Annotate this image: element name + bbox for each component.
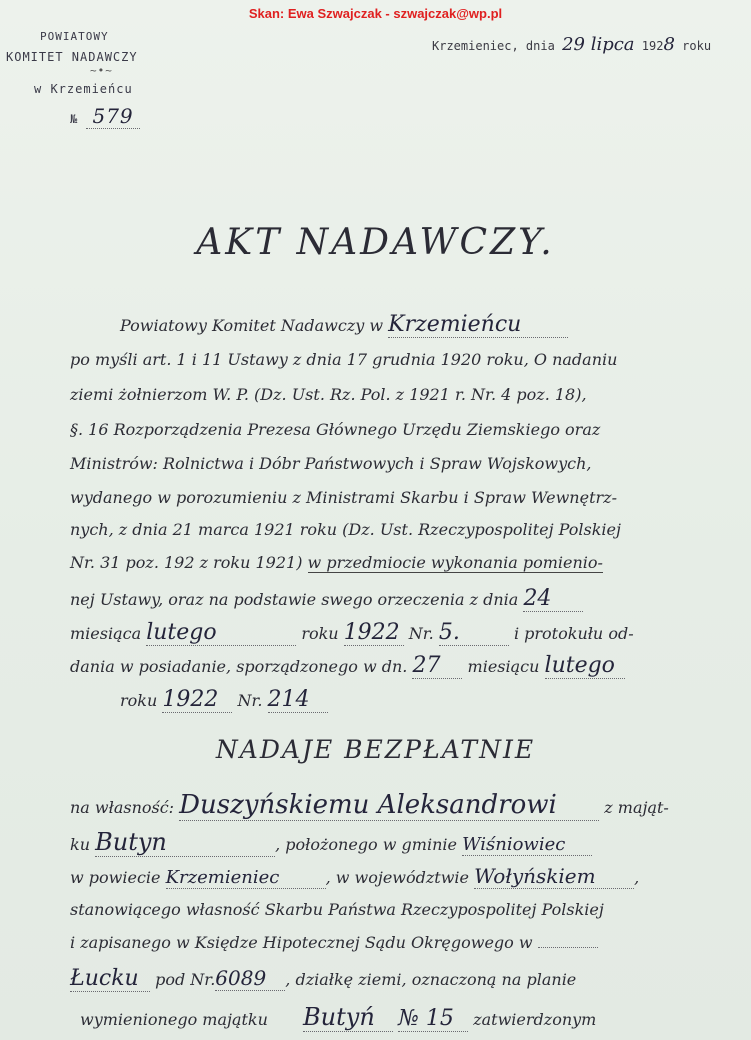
p2-l5-blank bbox=[538, 947, 598, 948]
p2-l7-post: zatwierdzonym bbox=[473, 1010, 597, 1029]
p2-line-4: stanowiącego własność Skarbu Państwa Rzeczypospolitej Polskiej bbox=[70, 900, 604, 919]
p1-l9-pre: nej Ustawy, oraz na podstawie swego orzeczenia z dnia bbox=[70, 590, 519, 609]
p2-line-3 bbox=[70, 864, 639, 889]
p2-l3-end: , bbox=[634, 868, 640, 887]
p2-l6-post: , działkę ziemi, oznaczoną na planie bbox=[285, 970, 577, 989]
p1-l10-month: lutego bbox=[146, 620, 296, 646]
p2-l7-pre: wymienionego majątku bbox=[80, 1010, 268, 1029]
p2-l6-num: 6089 bbox=[215, 966, 285, 991]
dateline-year-prefix: 192 bbox=[641, 39, 664, 53]
p2-line-5 bbox=[70, 933, 598, 952]
p1-line-11 bbox=[70, 653, 625, 679]
p1-l12-year: 1922 bbox=[162, 687, 232, 713]
p1-line-1 bbox=[120, 312, 568, 338]
p1-line-2: po myśli art. 1 i 11 Ustawy z dnia 17 grudnia 1920 roku, O nadaniu bbox=[70, 350, 618, 369]
p2-l1-pre: na własność: bbox=[70, 798, 175, 817]
p1-l9-day: 24 bbox=[523, 586, 583, 612]
p1-line-9 bbox=[70, 586, 583, 612]
p2-l2-estate: Butyn bbox=[95, 828, 275, 857]
p2-l6-pod: pod Nr. bbox=[155, 970, 216, 989]
p2-l3-pre: w powiecie bbox=[70, 868, 161, 887]
stamp-line-2: KOMITET NADAWCZY bbox=[6, 50, 138, 64]
p1-line-8 bbox=[70, 553, 603, 572]
p2-l6-city: Łucku bbox=[70, 966, 150, 992]
stamp-line-3: w Krzemieńcu bbox=[34, 82, 133, 96]
p1-line-12 bbox=[120, 687, 328, 713]
p1-line-10 bbox=[70, 620, 634, 646]
p1-l10-roku: roku bbox=[301, 624, 339, 643]
stamp-number-value: 579 bbox=[86, 104, 139, 129]
p1-line-5: Ministrów: Rolnictwa i Dóbr Państwowych i Spraw Wojskowych, bbox=[70, 454, 592, 473]
p2-line-7 bbox=[80, 1003, 596, 1032]
p2-l3-woj: Wołyńskiem bbox=[474, 864, 634, 889]
p2-l2-mid: , położonego w gminie bbox=[275, 835, 457, 854]
p1-l11-month: lutego bbox=[545, 653, 625, 679]
p2-l7-number: № 15 bbox=[398, 1006, 468, 1032]
stamp-line-1: POWIATOWY bbox=[40, 30, 109, 43]
p1-l11-day: 27 bbox=[412, 653, 462, 679]
p1-l10-post: i protokułu od- bbox=[513, 624, 634, 643]
p1-l11-mid: miesiącu bbox=[467, 657, 540, 676]
p1-l10-pre: miesiąca bbox=[70, 624, 142, 643]
p1-line-6: wydanego w porozumieniu z Ministrami Skarbu i Spraw Wewnętrz- bbox=[70, 488, 617, 507]
p2-l3-powiat: Krzemieniec bbox=[166, 867, 326, 889]
dateline-suffix: roku bbox=[682, 39, 712, 53]
p1-l11-pre: dania w posiadanie, sporządzonego w dn. bbox=[70, 657, 408, 676]
dateline-year-suffix: 8 bbox=[663, 34, 675, 55]
dateline-prefix: Krzemieniec, dnia bbox=[432, 39, 555, 53]
p1-l12-nr: Nr. bbox=[237, 691, 263, 710]
p2-line-2 bbox=[70, 828, 592, 857]
p1-l1-text: Powiatowy Komitet Nadawczy w bbox=[120, 316, 384, 335]
p1-l8-post: w przedmiocie wykonania pomienio- bbox=[307, 553, 603, 572]
p1-l10-num: 5. bbox=[439, 620, 509, 646]
p2-line-1 bbox=[70, 790, 669, 821]
dateline bbox=[432, 34, 711, 55]
scan-credit: Skan: Ewa Szwajczak - szwajczak@wp.pl bbox=[248, 6, 503, 21]
stamp-ornament: ~•~ bbox=[90, 64, 113, 77]
grant-heading: NADAJE BEZPŁATNIE bbox=[215, 735, 536, 764]
p1-line-7: nych, z dnia 21 marca 1921 roku (Dz. Ust. Rzeczypospolitej Polskiej bbox=[70, 520, 621, 539]
p1-line-4: §. 16 Rozporządzenia Prezesa Głównego Urzędu Ziemskiego oraz bbox=[70, 420, 601, 439]
dateline-day-month: 29 lipca bbox=[562, 34, 635, 55]
p1-l12-roku: roku bbox=[120, 691, 158, 710]
document-title: AKT NADAWCZY. bbox=[196, 222, 555, 263]
p1-l10-nr: Nr. bbox=[408, 624, 434, 643]
p1-l10-year: 1922 bbox=[344, 620, 404, 646]
p2-l1-name: Duszyńskiemu Aleksandrowi bbox=[179, 790, 599, 821]
p1-l8-pre: Nr. 31 poz. 192 z roku 1921) bbox=[70, 553, 303, 572]
stamp-number bbox=[70, 104, 140, 129]
p1-l1-place: Krzemieńcu bbox=[388, 312, 568, 338]
stamp-number-label: № bbox=[70, 112, 79, 126]
p1-l12-num: 214 bbox=[268, 687, 328, 713]
p1-line-3: ziemi żołnierzom W. P. (Dz. Ust. Rz. Pol. z 1921 r. Nr. 4 poz. 18), bbox=[70, 385, 587, 404]
p2-l5-text: i zapisanego w Księdze Hipotecznej Sądu Okręgowego w bbox=[70, 933, 533, 952]
p2-l7-estate: Butyń bbox=[303, 1003, 393, 1032]
p2-line-6 bbox=[70, 966, 576, 992]
p2-l1-post: z mająt- bbox=[604, 798, 669, 817]
p2-l3-mid: , w województwie bbox=[325, 868, 469, 887]
p2-l2-gmina: Wiśniowiec bbox=[462, 834, 592, 856]
p2-l2-pre: ku bbox=[70, 835, 90, 854]
